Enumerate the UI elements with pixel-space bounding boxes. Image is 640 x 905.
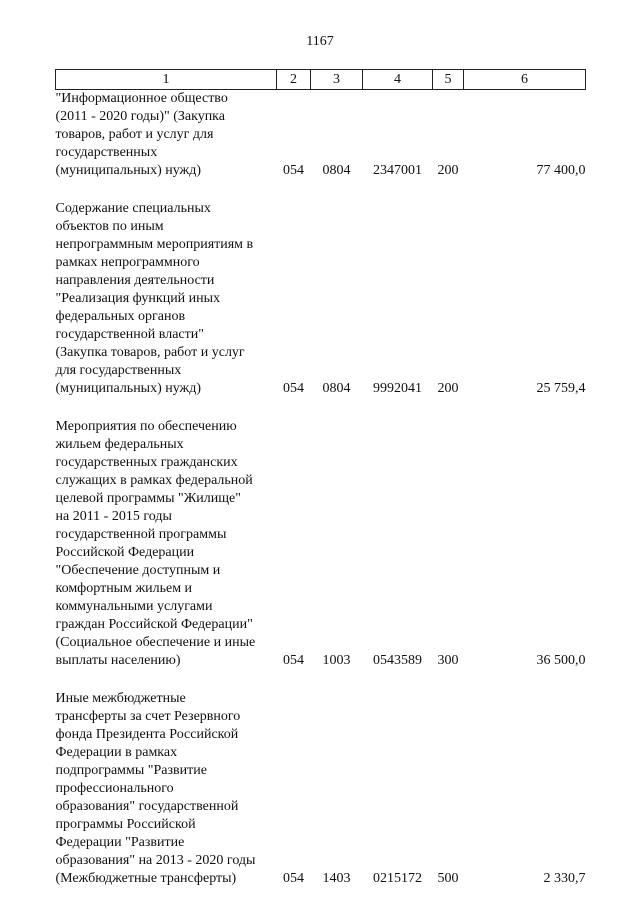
description-line: (муниципальных) нужд) [55,381,202,396]
header-col-5: 5 [433,70,464,90]
expense-type-code: 200 [437,163,459,178]
description-line: Российской Федерации [55,545,195,560]
table-header [56,70,586,90]
section-code: 0804 [322,381,351,396]
amount: 2 330,7 [543,871,586,886]
description-line: Федерации в рамках [55,745,178,760]
description-line: (2011 - 2020 годы)" (Закупка [55,109,225,124]
budget-table [55,69,586,888]
description-line: государственных [55,145,158,160]
target-code: 0543589 [373,653,422,668]
ministry-code: 054 [283,653,304,668]
description-line: "Обеспечение доступным и [55,563,221,578]
description-line: трансферты за счет Резервного [55,709,241,724]
expense-type-code: 500 [437,871,459,886]
description-line: (муниципальных) нужд) [55,163,202,178]
description-line: (Социальное обеспечение и иные [55,635,256,650]
description-line: программы Российской [55,817,196,832]
header-row [56,70,586,90]
description-line: для государственных [55,363,182,378]
section-code: 0804 [322,163,351,178]
header-col-1: 1 [56,70,277,90]
description-line: комфортным жильем и [55,581,193,596]
description-line: государственных гражданских [55,455,238,470]
ministry-code: 054 [283,871,304,886]
description-line: выплаты населению) [55,653,181,668]
amount: 25 759,4 [536,381,586,396]
description-line: Иные межбюджетные [55,691,186,706]
expense-type-code: 300 [437,653,459,668]
description-line: (Закупка товаров, работ и услуг [55,345,245,360]
header-col-4: 4 [363,70,433,90]
target-code: 0215172 [373,871,422,886]
description-line: непрограммным мероприятиям в [55,237,254,252]
description-line: образования" на 2013 - 2020 годы [55,853,256,868]
description-line: профессионального [55,781,174,796]
row-description [56,90,277,181]
row-spacer [56,670,586,690]
row-spacer [56,180,586,200]
description-line: на 2011 - 2015 годы [55,509,172,524]
description-line: фонда Президента Российской [55,727,239,742]
row-description [56,200,277,398]
description-line: (Межбюджетные трансферты) [55,871,237,886]
description-line: товаров, работ и услуг для [55,127,214,142]
amount: 36 500,0 [536,653,586,668]
ministry-code: 054 [283,381,304,396]
description-line: "Информационное общество [55,91,228,106]
header-col-3: 3 [311,70,363,90]
description-line: Федерации "Развитие [55,835,185,850]
target-code: 9992041 [373,381,422,396]
table-row [56,200,586,398]
expense-type-code: 200 [437,381,459,396]
description-line: рамках непрограммного [55,255,200,270]
description-line: служащих в рамках федеральной [55,473,253,488]
description-line: объектов по иным [55,219,164,234]
row-description [56,690,277,888]
description-line: целевой программы "Жилище" [55,491,241,506]
description-line: Содержание специальных [55,201,211,216]
description-line: государственной власти" [55,327,204,342]
description-line: образования" государственной [55,799,239,814]
header-col-2: 2 [277,70,311,90]
amount: 77 400,0 [536,163,586,178]
description-line: Мероприятия по обеспечению [55,419,237,434]
row-description [56,418,277,670]
description-line: граждан Российской Федерации" [55,617,253,632]
page-number: 1167 [306,34,334,49]
description-line: коммунальными услугами [55,599,213,614]
row-spacer [56,398,586,418]
description-line: подпрограммы "Развитие [55,763,207,778]
table-row [56,90,586,181]
table-row [56,418,586,670]
section-code: 1003 [322,653,351,668]
description-line: жильем федеральных [55,437,184,452]
section-code: 1403 [322,871,351,886]
ministry-code: 054 [283,163,304,178]
description-line: направления деятельности [55,273,215,288]
description-line: государственной программы [55,527,227,542]
table-row [56,690,586,888]
description-line: "Реализация функций иных [55,291,221,306]
header-col-6: 6 [464,70,586,90]
target-code: 2347001 [373,163,422,178]
description-line: федеральных органов [55,309,186,324]
